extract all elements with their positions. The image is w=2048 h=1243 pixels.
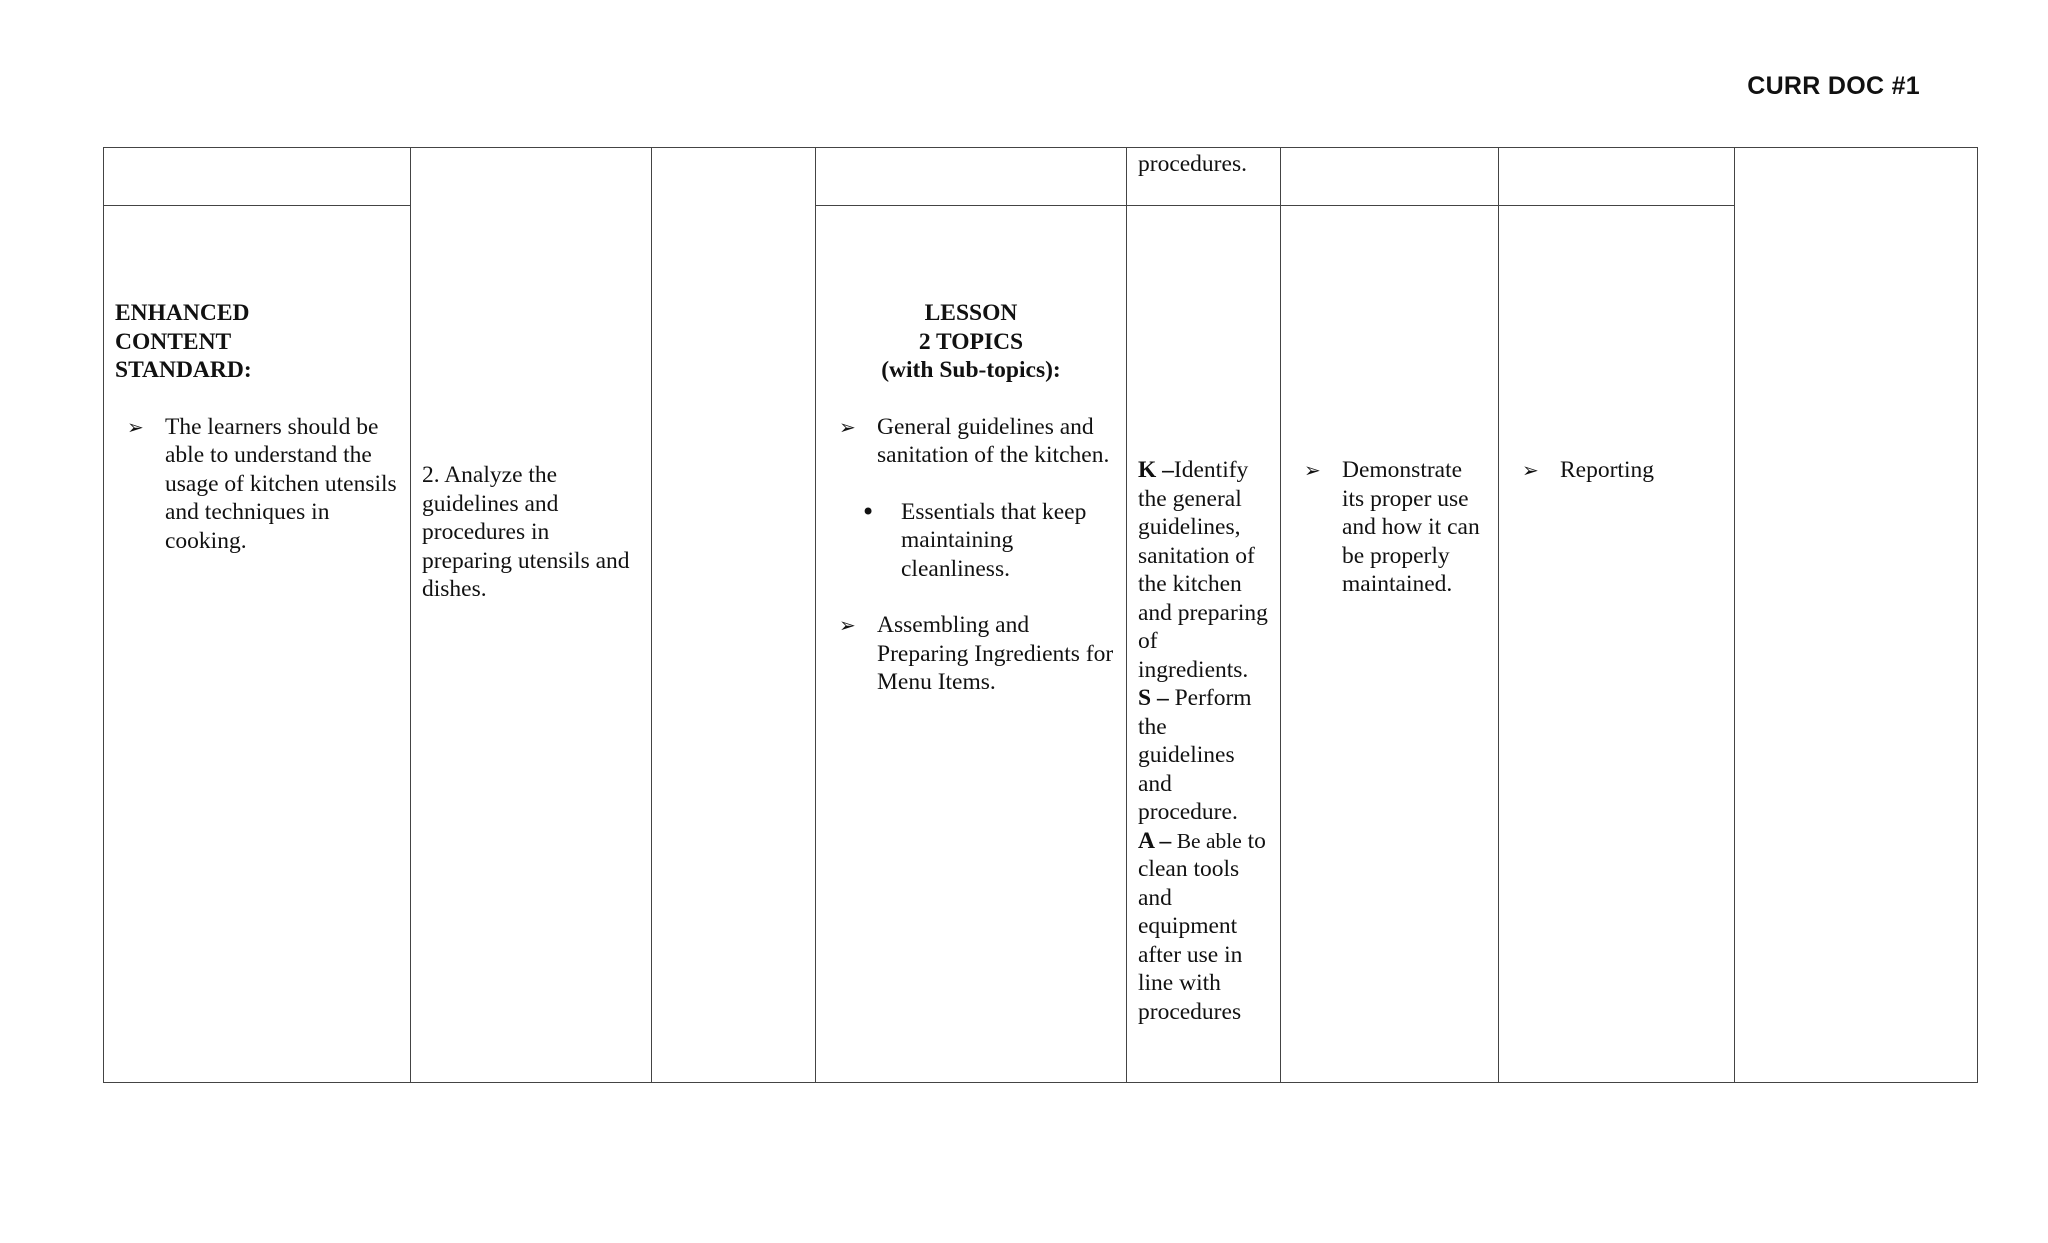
lesson-topics-cell [816, 206, 1127, 1083]
assessment-list [1510, 456, 1723, 485]
attitude-label: A – [1138, 827, 1172, 854]
cell-c8 [1735, 148, 1978, 1083]
activity-cell [1281, 206, 1499, 1083]
lesson-heading [827, 299, 1115, 385]
content-standard-cell [104, 206, 411, 1083]
lesson-topic-text: Assembling and Preparing Ingredients for Menu Items. [877, 612, 1114, 695]
carryover-row [104, 148, 1978, 206]
activity-list [1292, 456, 1487, 599]
knowledge-objective [1138, 456, 1269, 684]
lesson-topic-list [827, 413, 1115, 697]
carryover-text: procedures. [1138, 151, 1247, 177]
heading-line: 2 TOPICS [918, 328, 1024, 355]
cell-c3 [652, 148, 816, 1083]
cell-r1-c7 [1499, 148, 1735, 206]
cell-r1-c6 [1281, 148, 1499, 206]
lesson-row [104, 206, 1978, 1083]
skill-text: Perform the guidelines and procedure. [1138, 685, 1252, 825]
attitude-text: Be able [1171, 828, 1242, 853]
heading-line: LESSON [924, 300, 1018, 326]
skill-label: S – [1138, 685, 1169, 711]
competency-cell [411, 148, 652, 1083]
activity-item: ➢ Demonstrate its proper use and how it can be properly maintained. [1342, 456, 1487, 599]
assessment-item: ➢ Reporting [1560, 456, 1723, 485]
subtopic-list [827, 498, 1115, 584]
assessment-cell [1499, 206, 1735, 1083]
skill-objective [1138, 684, 1269, 827]
cell-r1-c5 [1127, 148, 1281, 206]
lesson-topic-text: General guidelines and sanitation of the kitchen. [877, 413, 1110, 468]
knowledge-label: K – [1138, 457, 1174, 483]
heading-line: ENHANCED [115, 300, 250, 326]
knowledge-text: Identify the general guidelines, sanitation of the kitchen and preparing of ingredients. [1138, 457, 1268, 683]
heading-line: STANDARD: [115, 357, 252, 383]
document-code: CURR DOC #1 [1747, 72, 1920, 100]
curriculum-table [103, 147, 1978, 1083]
lesson-topic [877, 611, 1115, 697]
content-standard-heading [115, 299, 399, 385]
lesson-topic [877, 413, 1115, 584]
subtopic: • Essentials that keep maintaining cleanliness. [901, 498, 1115, 584]
cell-r1-c4 [816, 148, 1127, 206]
objectives-cell [1127, 206, 1281, 1083]
attitude-objective [1138, 827, 1269, 1027]
competency-text: 2. Analyze the guidelines and procedures in preparing utensils and dishes. [422, 462, 630, 602]
content-standard-list [115, 413, 399, 556]
attitude-text-rest: to clean tools and equipment after use in line with procedures [1138, 827, 1266, 1025]
content-standard-bullet: ➢ The learners should be able to understand the usage of kitchen utensils and techniques in cooking. [165, 413, 399, 556]
cell-r1-c1 [104, 148, 411, 206]
heading-line: CONTENT [115, 328, 232, 355]
heading-line: (with Sub-topics): [881, 357, 1061, 383]
